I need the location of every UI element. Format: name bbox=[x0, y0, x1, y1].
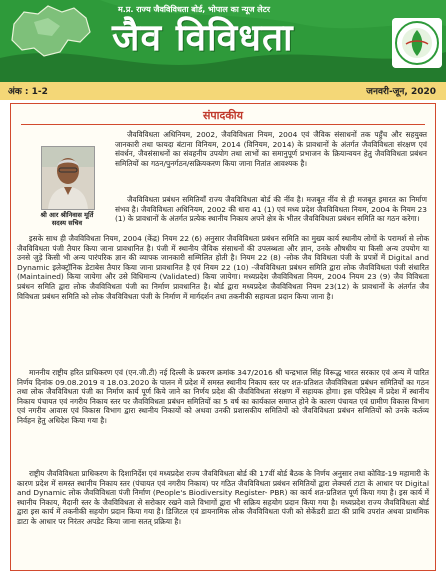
newsletter-header bbox=[0, 0, 446, 82]
editorial-paragraph-3: इसके साथ ही जैवविविधता नियम, 2004 (केंद्र) नियम 22 (6) अनुसार जैवविविधता प्रबंधन समिति का मुख्य कार्य स्थानीय लोगों के परामर्श से लोक जैवविविधता पंजी तैयार किया जाना प्रावधानित है। पंजी में स्थानीय जैविक संसाधनों की उपलब्धता और ज्ञान, उनके औषधीय या किसी अन्य उपयोग या उनसे जुड़े किसी भी अन्य पारंपरिक ज्ञान की व्यापक जानकारी सम्मिलित होती है। नियम 22 (8) -लोक जैव विविधता पंजी के प्रपत्रों में Digital and Dynamic इलेक्ट्रॉनिक डेटाबेस तैयार किया जाना प्रावधानित है एवं नियम 22 (10) -जैवविविधता प्रबंधन समिति द्वारा लोक जैवविविधता पंजी संधारित (Maintained) किया जायेगा और उसे विधिमान्य (Validated) किया जायेगा। मध्यप्रदेश जैवविविधता नियम, 2004 नियम 23 (9) जैव विविधता प्रबंधन समिति द्वारा लोक जैवविविधता पंजी का निर्माण प्रावधानित है। बोर्ड द्वारा मध्यप्रदेश जैवविविधता नियम 23(12) के प्रावधानों के अंतर्गत जैव विविधता प्रबंधन समिति को लोक जैवविविधता पंजी के निर्माण में मार्गदर्शन तथा तकनीकी सहायता प्रदान किया जाना है। bbox=[17, 234, 429, 301]
portrait-caption: श्री आर श्रीनिवास मूर्ति सदस्य सचिव bbox=[40, 211, 94, 227]
biodiversity-board-logo bbox=[392, 18, 442, 68]
issue-number: अंक : 1-2 bbox=[8, 87, 48, 97]
madhya-pradesh-map-icon bbox=[4, 2, 96, 62]
editorial-title: संपादकीय bbox=[202, 109, 244, 122]
title-divider bbox=[21, 124, 425, 125]
issue-period: जनवरी-जून, 2020 bbox=[366, 87, 436, 97]
editorial-paragraph-2: जैवविविधता प्रबंधन समितियाँ राज्य जैवविविधता बोर्ड की नींव है। मजबूत नींव से ही मजबूत इमारत का निर्माण संभव है। जैवविविधता अधिनियम, 2002 की धारा 41 (1) एवं मध्य प्रदेश जैवविविधता नियम, 2004 के नियम 23 (1) के प्रावधानों के अंतर्गत प्रत्येक स्थानीय निकाय अपने क्षेत्र के भीतर जैवविविधता प्रबंधन समिति का गठन करेगा। bbox=[115, 195, 427, 224]
editorial-paragraph-5: राष्ट्रीय जैवविविधता प्राधिकरण के दिशानिर्देश एवं मध्यप्रदेश राज्य जैवविविधता बोर्ड की 17वीं बोर्ड बैठक के निर्णय अनुसार तथा कोविड-19 महामारी के कारण प्रदेश में समस्त स्थानीय निकाय स्तर (पंचायत एवं नगरीय निकाय) पर गठित जैवविविधता प्रबंधन समितियों द्वारा लेक्चर्स टाटा के आधार पर Digital and Dynamic लोक जैवविविधता पंजी निर्माण (People's Biodiversity Register- PBR) का कार्य शत-प्रतिशत पूर्ण किया गया है। इस कार्य में स्थानीय निकाय, मैदानी स्तर के जैवविविधता से सरोकार रखने वाले विभागों द्वारा भी सक्रिय सहयोग प्रदान किया गया है। मध्यप्रदेश राज्य जैवविविधता बोर्ड द्वारा इस कार्य में तकनीकी सहयोग प्रदान किया गया है। डिजिटल एवं डायनामिक लोक जैवविविधता पंजी को सेकेंडरी डाटा की प्राथि उपरांत अथवा प्राथमिक डाटा के आधार पर निरंतर अपडेट किया जाना सतत् प्रक्रिया है। bbox=[17, 469, 429, 526]
editorial-box bbox=[10, 103, 436, 571]
newsletter-tagline: म.प्र. राज्य जैवविविधता बोर्ड, भोपाल का न्यूज लेटर bbox=[118, 5, 271, 14]
editorial-paragraph-4: माननीय राष्ट्रीय हरित प्राधिकरण एवं (एन.जी.टी) नई दिल्ली के प्रकरण क्रमांक 347/2016 श्री चन्द्रभाल सिंह विरूद्ध भारत सरकार एवं अन्य में पारित निर्णय दिनांक 09.08.2019 व 18.03.2020 के पालन में प्रदेश में समस्त स्थानीय निकाय स्तर पर शत-प्रतिशत जैवविविधता प्रबंधन समितियों का गठन तथा लोक जैवविविधता पंजी का निर्माण कार्य पूर्ण किये जाने का निर्णय प्रदेश की जैवविविधता संरक्षण में सहायक होगा। इस परिप्रेक्ष्य में प्रदेश में स्थानीय निकाय पंचायत एवं नगरीय निकाय स्तर पर जैवविविधता प्रबंधन समितियों का 5 वर्ष का कार्यकाल समाप्त होने के कारण पंचायत एवं ग्रामीण विकास विभाग एवं नगरीय आवास एवं विकास विभाग द्वारा स्थानीय निकायों को अथवा उनकी प्रशासकीय समितियों को जैवविविधता प्रबंधन समितियों को उनके कर्तव्य निर्वहन हेतु अधिदेश किया गया है। bbox=[17, 368, 429, 425]
member-secretary-portrait bbox=[41, 146, 95, 210]
editorial-paragraph-1: जैवविविधता अधिनियम, 2002, जैवविविधता नियम, 2004 एवं जैविक संसाधनों तक पहुँच और सहयुक्त जानकारी तथा फायदा बंटाना विनियम, 2014 (विनियम, 2014) के प्रावधानों के अंतर्गत जैवविविधता संरक्षण एवं संवर्धन, जैवसंसाधनों का संवहनीय उपयोग तथा लाभों का समानुपूर्ण प्रभाजन के क्रियान्वयन हेतु जैवविविधता प्रबंधन समितियों का गठन/पुनर्गठन/सक्रियकरण किया जाना नितांत आवश्यक है। bbox=[115, 130, 427, 168]
newsletter-masthead: जैव विविधता bbox=[112, 16, 294, 59]
